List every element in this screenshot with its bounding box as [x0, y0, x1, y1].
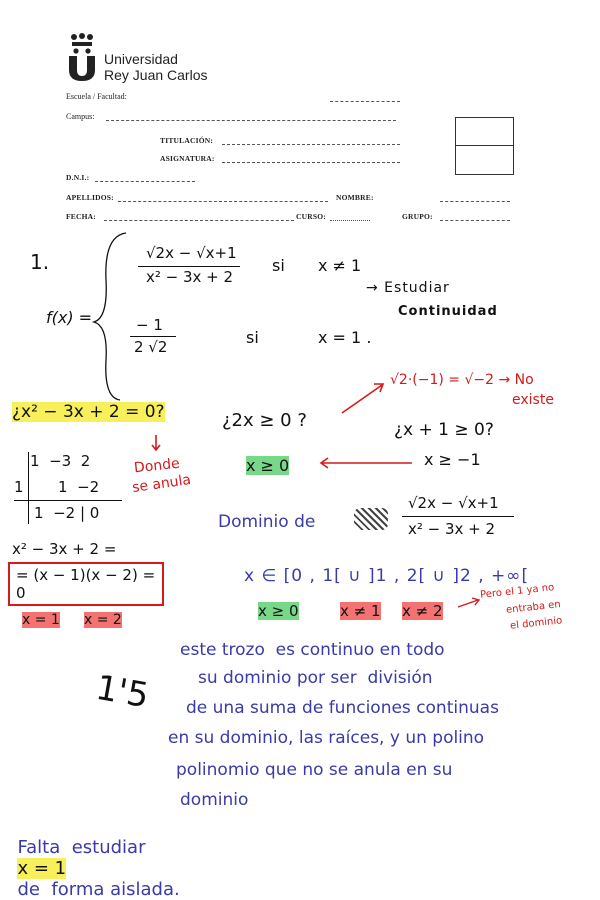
factor-line2: = (x − 1)(x − 2) = 0	[8, 562, 164, 606]
explanation-line-4: en su dominio, las raíces, y un polino	[168, 728, 485, 748]
root-1	[22, 612, 60, 628]
domain-fraction-bar	[402, 516, 514, 517]
explanation-line-5: polinomio que no se anula en su	[176, 760, 453, 780]
university-name-line2: Rey Juan Carlos	[104, 67, 208, 83]
cond-x-neq-2	[402, 602, 443, 620]
campus-field[interactable]	[106, 120, 396, 121]
root-question-text: ¿x² − 3x + 2 = 0?	[12, 402, 165, 422]
nombre-field[interactable]	[440, 201, 510, 202]
explanation-line-6: dominio	[180, 790, 249, 810]
case1-fraction-bar	[138, 266, 240, 267]
function-name: f(x) =	[46, 308, 93, 327]
no-existe-note: existe	[512, 392, 554, 408]
ruffini-hline	[14, 500, 122, 501]
explanation-line-2: su dominio por ser división	[198, 668, 433, 688]
sqrt2x-question: ¿2x ≥ 0 ?	[222, 410, 307, 431]
red-arrow-down-icon	[150, 434, 162, 452]
case2-denominator: 2 √2	[134, 338, 168, 356]
apellidos-label: APELLIDOS:	[66, 193, 114, 202]
se-anula-note: se anula	[131, 471, 192, 497]
case2-si: si	[246, 328, 259, 347]
case2-condition: x = 1 .	[318, 328, 372, 347]
ruffini-vline	[28, 452, 29, 524]
sqrt2x-result	[246, 456, 289, 475]
cond-x-neq-1	[340, 602, 381, 620]
pero-note-1: Pero el 1 ya no	[479, 582, 555, 601]
cond-x-geq-0-text: x ≥ 0	[258, 602, 299, 620]
root-question	[12, 402, 165, 422]
titulacion-field[interactable]	[222, 144, 400, 145]
red-arrow-up-icon	[338, 380, 388, 416]
fecha-field[interactable]	[104, 220, 294, 221]
exercise-number: 1.	[30, 250, 50, 274]
ruffini-divisor: 1	[14, 478, 24, 496]
final-note-x1: x = 1	[17, 858, 67, 879]
apellidos-field[interactable]	[118, 201, 328, 202]
sqrtx1-result: x ≥ −1	[424, 450, 481, 469]
cond-x-neq-1-text: x ≠ 1	[340, 602, 381, 620]
ruffini-result: 1 −2 | 0	[34, 504, 100, 522]
case1-si: si	[272, 256, 285, 275]
task-study: → Estudiar	[366, 280, 450, 296]
grade-box	[455, 117, 514, 175]
piecewise-brace-icon	[90, 230, 130, 402]
dni-field[interactable]	[95, 181, 195, 182]
red-arrow-left-icon	[318, 456, 414, 470]
escuela-label: Escuela / Facultad:	[66, 92, 127, 101]
task-continuity: Continuidad	[398, 304, 498, 319]
final-note-c: de forma aislada.	[17, 879, 180, 900]
case1-denominator: x² − 3x + 2	[146, 268, 234, 286]
asignatura-label: ASIGNATURA:	[160, 154, 215, 163]
titulacion-label: TITULACIÓN:	[160, 136, 214, 145]
curso-field[interactable]	[330, 220, 370, 221]
nombre-label: NOMBRE:	[336, 193, 374, 202]
domain-numerator: √2x − √x+1	[408, 494, 499, 512]
root-1-text: x = 1	[22, 612, 60, 628]
cond-x-neq-2-text: x ≠ 2	[402, 602, 443, 620]
factor-line1: x² − 3x + 2 =	[12, 540, 117, 558]
explanation-line-3: de una suma de funciones continuas	[186, 698, 499, 718]
dominio-de: Dominio de	[218, 512, 316, 532]
grupo-label: GRUPO:	[402, 212, 433, 221]
sqrt2x-result-text: x ≥ 0	[246, 456, 290, 475]
asignatura-field[interactable]	[222, 162, 400, 163]
root-2-text: x = 2	[84, 612, 122, 628]
university-name-line1: Universidad	[104, 51, 178, 67]
final-note	[6, 816, 180, 900]
case2-fraction-bar	[130, 336, 176, 337]
case1-condition: x ≠ 1	[318, 256, 362, 275]
university-logo-icon	[65, 32, 99, 82]
grade-mark: 1'5	[92, 667, 152, 717]
case2-numerator: − 1	[136, 316, 163, 334]
case1-numerator: √2x − √x+1	[146, 244, 237, 262]
ruffini-products: 1 −2	[58, 478, 100, 496]
curso-label: CURSO:	[296, 212, 326, 221]
cond-x-geq-0	[258, 602, 299, 620]
pero-note-3: el dominio	[509, 615, 563, 632]
domain-denominator: x² − 3x + 2	[408, 520, 496, 538]
ruffini-coefficients: 1 −3 2	[30, 452, 91, 470]
red-arrow-note-icon	[456, 596, 482, 610]
root-2	[84, 612, 122, 628]
scribble-mark	[354, 508, 388, 530]
negative-root-note: √2·(−1) = √−2 → No	[390, 372, 534, 388]
fecha-label: FECHA:	[66, 212, 96, 221]
dni-label: D.N.I.:	[66, 173, 90, 182]
grupo-field[interactable]	[440, 220, 510, 221]
escuela-field[interactable]	[330, 101, 400, 102]
final-note-a: Falta estudiar	[17, 837, 146, 858]
donde-note: Donde	[133, 455, 181, 477]
campus-label: Campus:	[66, 112, 95, 121]
domain-interval: x ∈ [0 , 1[ ∪ ]1 , 2[ ∪ ]2 , +∞[	[244, 566, 530, 586]
sqrtx1-question: ¿x + 1 ≥ 0?	[394, 420, 494, 440]
explanation-line-1: este trozo es continuo en todo	[180, 640, 445, 660]
pero-note-2: entraba en	[505, 599, 562, 616]
